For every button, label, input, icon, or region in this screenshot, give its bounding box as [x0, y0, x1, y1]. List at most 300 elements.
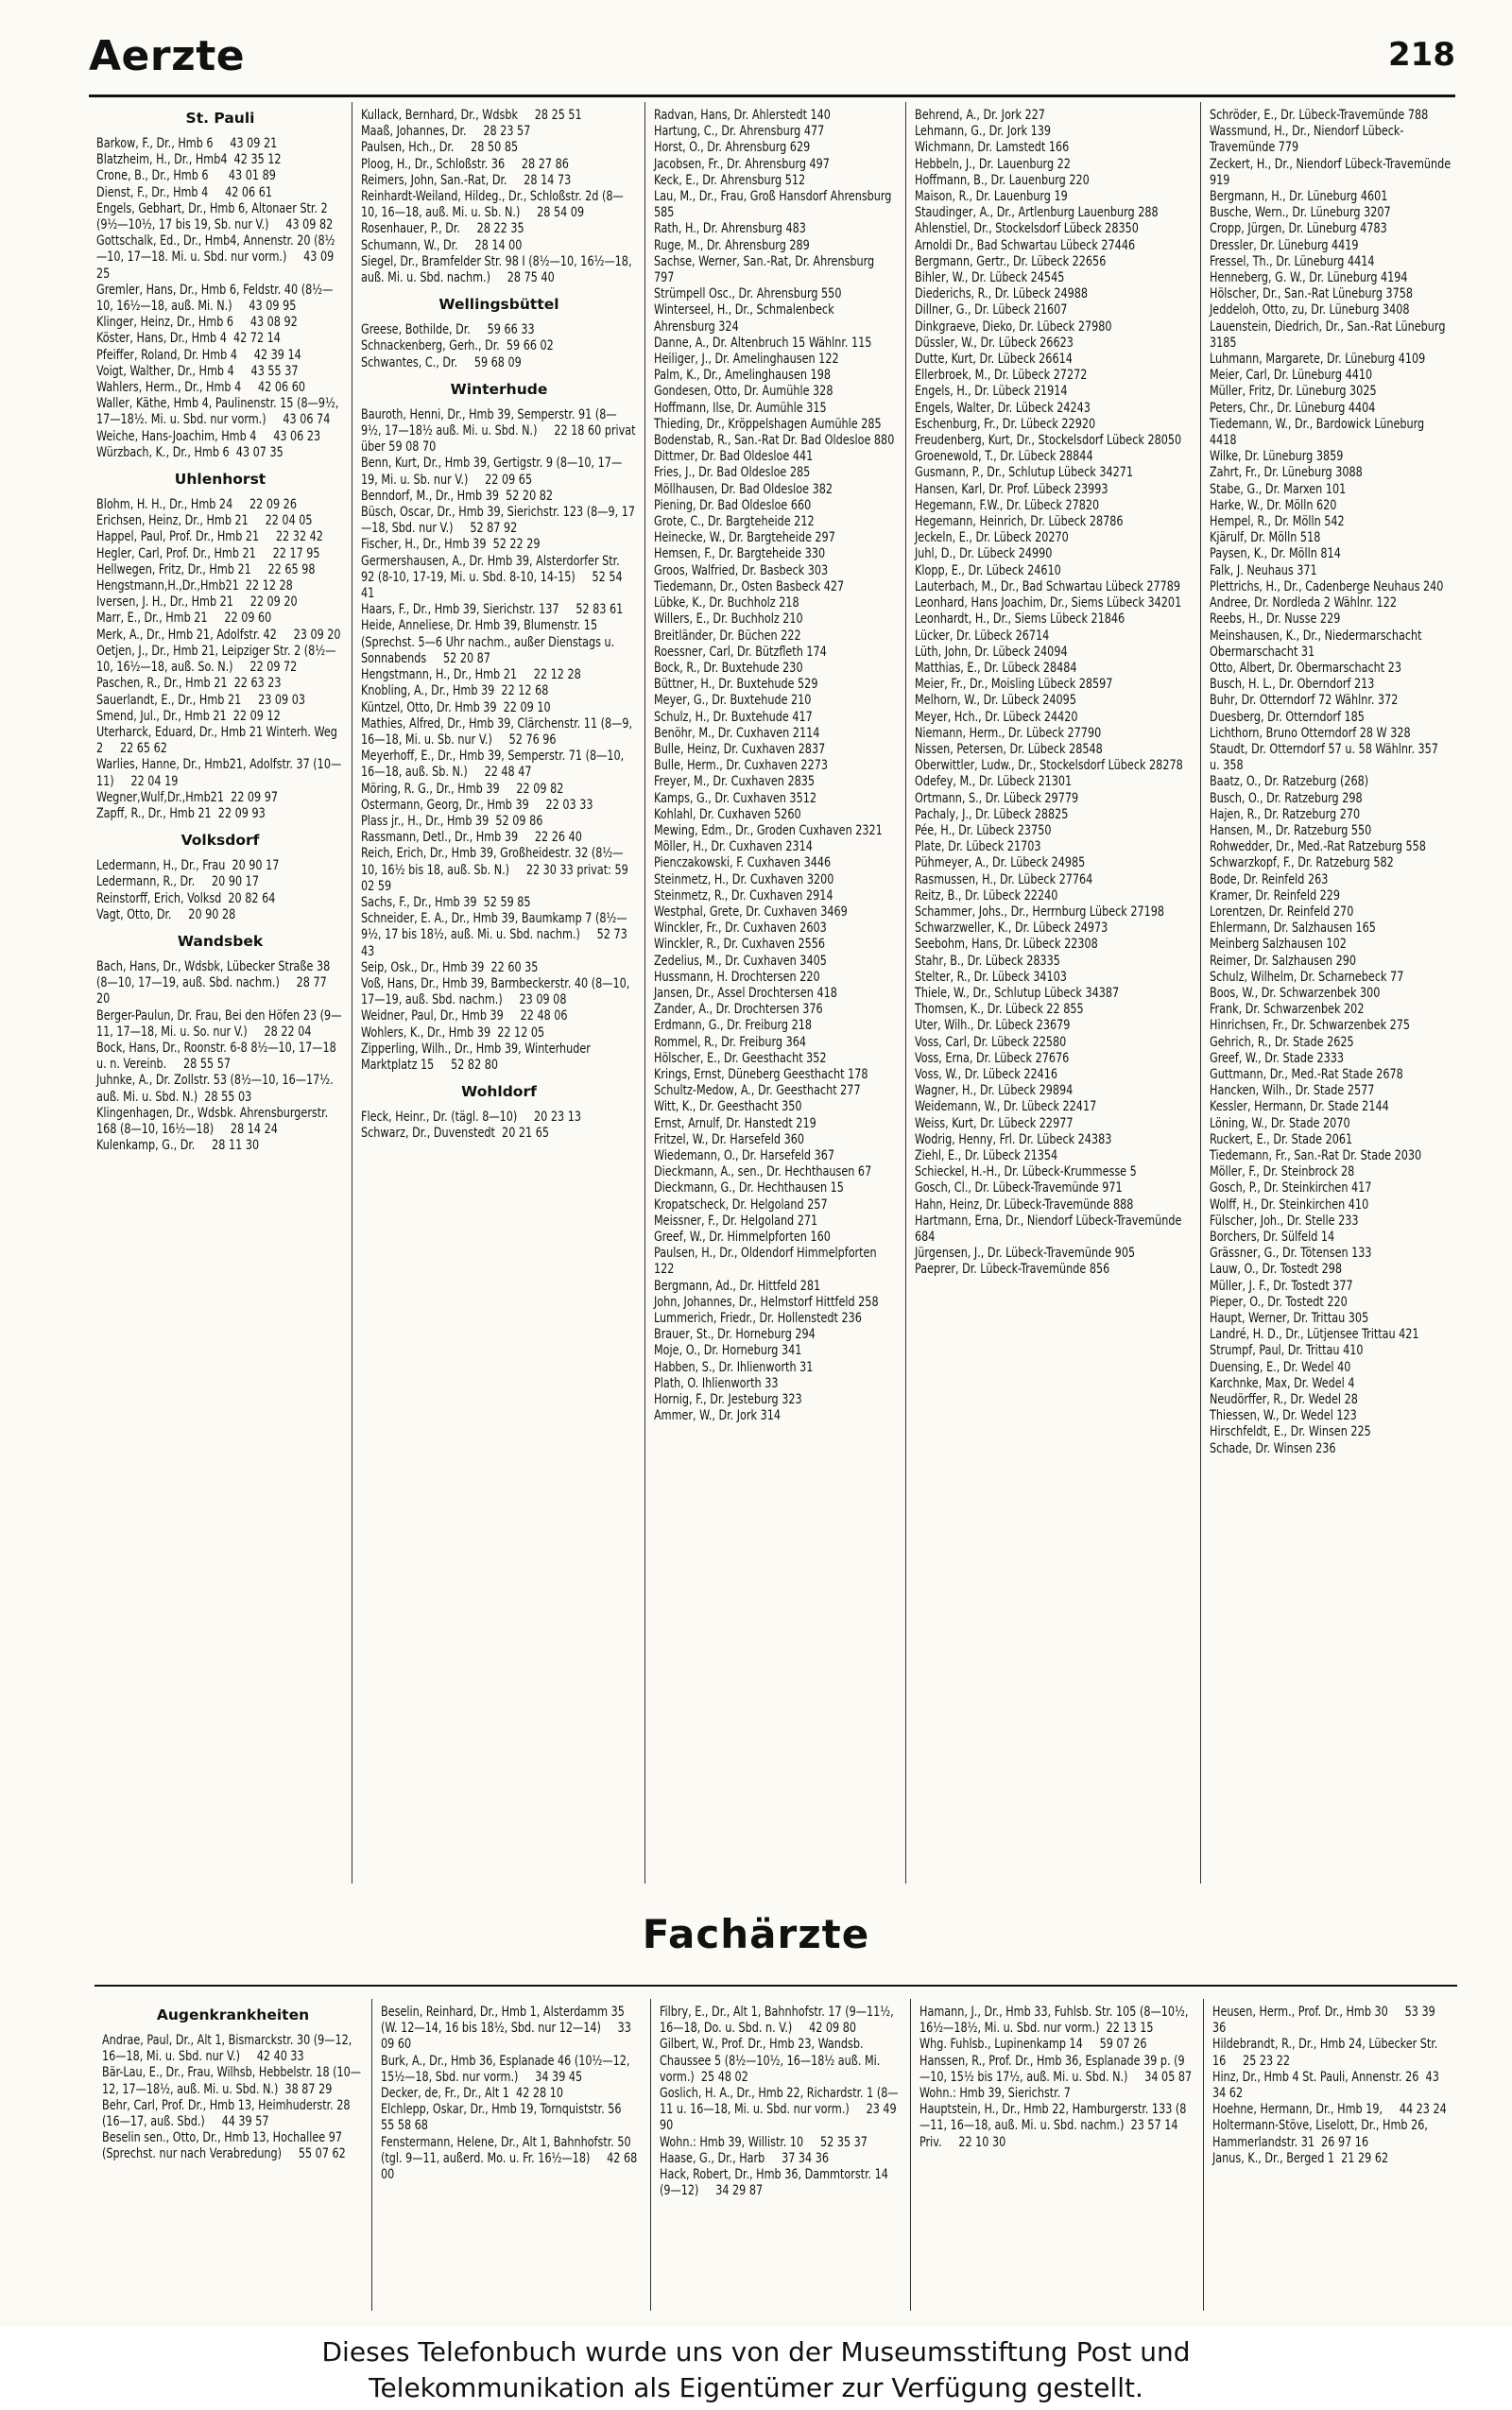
directory-entry: Duesberg, Dr. Otterndorf 185 — [1210, 709, 1365, 725]
directory-entry: Hirschfeldt, E., Dr. Winsen 225 — [1210, 1424, 1371, 1440]
directory-entry: Rassmann, Detl., Dr., Hmb 39 22 26 40 — [361, 830, 582, 846]
directory-entry: Schnackenberg, Gerh., Dr. 59 66 02 — [361, 338, 554, 354]
directory-entry: Oetjen, J., Dr., Hmb 21, Leipziger Str. 2 (8½—10, 16½—18, auß. So. N.) 22 09 72 — [96, 643, 336, 676]
directory-entry: Henneberg, G. W., Dr. Lüneburg 4194 — [1210, 270, 1408, 286]
directory-entry: Jacobsen, Fr., Dr. Ahrensburg 497 — [654, 156, 830, 172]
directory-entry: Dillner, G., Dr. Lübeck 21607 — [915, 302, 1068, 318]
directory-entry: Dinkgraeve, Dieko, Dr. Lübeck 27980 — [915, 318, 1112, 335]
directory-entry: Bergmann, Gertr., Dr. Lübeck 22656 — [915, 253, 1107, 269]
directory-entry: Guttmann, Dr., Med.-Rat Stade 2678 — [1210, 1066, 1403, 1082]
directory-entry: Weidemann, W., Dr. Lübeck 22417 — [915, 1099, 1097, 1115]
directory-entry: Marr, E., Dr., Hmb 21 22 09 60 — [96, 611, 272, 627]
directory-entry: Reitz, B., Dr. Lübeck 22240 — [915, 887, 1058, 904]
directory-entry: Heide, Anneliese, Dr. Hmb 39, Blumenstr. 15 (Sprechst. 5—6 Uhr nachm., außer Dienstags u. Sonnabends 52 20 87 — [361, 618, 618, 666]
directory-entry: Fries, J., Dr. Bad Oldesloe 285 — [654, 465, 811, 481]
directory-entry: Schade, Dr. Winsen 236 — [1210, 1440, 1336, 1456]
directory-entry: Haars, F., Dr., Hmb 39, Sierichstr. 137 52 83 61 — [361, 602, 624, 618]
directory-entry: Blohm, H. H., Dr., Hmb 24 22 09 26 — [96, 497, 297, 513]
directory-entry: Hinrichsen, Fr., Dr. Schwarzenbek 275 — [1210, 1018, 1411, 1034]
fachaerzte-rule — [94, 1985, 1457, 1987]
directory-entry: Reich, Erich, Dr., Hmb 39, Großheidestr. 32 (8½—10, 16½ bis 18, auß. Sb. N.) 22 30 33 privat: 59 02 59 — [361, 846, 632, 894]
directory-entry: Nissen, Petersen, Dr. Lübeck 28548 — [915, 741, 1103, 757]
directory-entry: John, Johannes, Dr., Helmstorf Hittfeld 258 — [654, 1294, 879, 1310]
directory-entry: Mathies, Alfred, Dr., Hmb 39, Clärchenstr. 11 (8—9, 16—18, Mi. u. Sb. nur V.) 52 76 96 — [361, 715, 636, 748]
directory-entry: Schwarzkopf, F., Dr. Ratzeburg 582 — [1210, 855, 1394, 871]
directory-entry: Staudt, Dr. Otterndorf 57 u. 58 Wählnr. 357 u. 358 — [1210, 741, 1442, 774]
directory-entry: Erdmann, G., Dr. Freiburg 218 — [654, 1018, 812, 1034]
directory-entry: Haupt, Werner, Dr. Trittau 305 — [1210, 1311, 1369, 1327]
directory-entry: Möller, H., Dr. Cuxhaven 2314 — [654, 839, 813, 855]
directory-entry: Ehlermann, Dr. Salzhausen 165 — [1210, 921, 1376, 937]
directory-entry: Schulz, Wilhelm, Dr. Scharnebeck 77 — [1210, 969, 1404, 985]
directory-entry: Möring, R. G., Dr., Hmb 39 22 09 82 — [361, 781, 564, 797]
directory-entry: Warlies, Hanne, Dr., Hmb21, Adolfstr. 37 (10—11) 22 04 19 — [96, 757, 342, 789]
directory-entry: Meyer, Hch., Dr. Lübeck 24420 — [915, 709, 1078, 725]
directory-entry: Kohlahl, Dr. Cuxhaven 5260 — [654, 806, 801, 822]
directory-entry: Dienst, F., Dr., Hmb 4 42 06 61 — [96, 184, 273, 200]
directory-entry: Duensing, E., Dr. Wedel 40 — [1210, 1359, 1351, 1375]
directory-entry: Siegel, Dr., Bramfelder Str. 98 I (8½—10, 16½—18, auß. Mi. u. Sbd. nachm.) 28 75 40 — [361, 253, 636, 286]
directory-entry: Plettrichs, H., Dr., Cadenberge Neuhaus 240 — [1210, 578, 1444, 594]
directory-entry: Knobling, A., Dr., Hmb 39 22 12 68 — [361, 683, 549, 699]
directory-entry: Decker, de, Fr., Dr., Alt 1 42 28 10 — [381, 2086, 564, 2102]
directory-entry: Jeddeloh, Otto, zu, Dr. Lüneburg 3408 — [1210, 302, 1410, 318]
directory-entry: Groenewold, T., Dr. Lübeck 28844 — [915, 449, 1093, 465]
directory-entry: Fritzel, W., Dr. Harsefeld 360 — [654, 1131, 805, 1147]
directory-entry: Seip, Osk., Dr., Hmb 39 22 60 35 — [361, 959, 539, 975]
column-4 — [907, 102, 1201, 1884]
directory-entry: Büttner, H., Dr. Buxtehude 529 — [654, 677, 818, 693]
section-heading: Uhlenhorst — [174, 471, 266, 489]
directory-entry: Paeprer, Dr. Lübeck-Travemünde 856 — [915, 1262, 1110, 1278]
directory-entry: Ahlenstiel, Dr., Stockelsdorf Lübeck 28350 — [915, 221, 1139, 237]
directory-entry: Breitländer, Dr. Büchen 222 — [654, 628, 801, 644]
directory-entry: Gosch, P., Dr. Steinkirchen 417 — [1210, 1180, 1372, 1196]
directory-entry: Rath, H., Dr. Ahrensburg 483 — [654, 221, 806, 237]
directory-entry: Steinmetz, H., Dr. Cuxhaven 3200 — [654, 871, 834, 887]
directory-entry: Dittmer, Dr. Bad Oldesloe 441 — [654, 449, 814, 465]
fachaerzte-listing — [94, 1999, 1460, 2311]
directory-entry: Brauer, St., Dr. Horneburg 294 — [654, 1327, 816, 1343]
directory-entry: Lücker, Dr. Lübeck 26714 — [915, 628, 1050, 644]
directory-entry: Burk, A., Dr., Hmb 36, Esplanade 46 (10½—12, 15½—18, Sbd. nur vorm.) 34 39 45 — [381, 2053, 634, 2085]
directory-entry: Reimers, John, San.-Rat, Dr. 28 14 73 — [361, 172, 572, 188]
directory-entry: Behr, Carl, Prof. Dr., Hmb 13, Heimhuderstr. 28 (16—17, auß. Sbd.) 44 39 57 — [102, 2097, 354, 2130]
section-heading: Wellingsbüttel — [438, 296, 559, 314]
directory-entry: Elchlepp, Oskar, Dr., Hmb 19, Tornquiststr. 56 55 58 68 — [381, 2102, 639, 2134]
directory-entry: Busche, Wern., Dr. Lüneburg 3207 — [1210, 205, 1391, 221]
directory-entry: Staudinger, A., Dr., Artlenburg Lauenburg 288 — [915, 205, 1159, 221]
aerzte-listing — [89, 102, 1459, 1884]
directory-entry: Wegner,Wulf,Dr.,Hmb21 22 09 97 — [96, 789, 279, 805]
directory-entry: Weiche, Hans-Joachim, Hmb 4 43 06 23 — [96, 428, 321, 444]
directory-entry: Hebbeln, J., Dr. Lauenburg 22 — [915, 156, 1071, 172]
directory-entry: Gehrich, R., Dr. Stade 2625 — [1210, 1034, 1354, 1050]
directory-entry: Wolff, H., Dr. Steinkirchen 410 — [1210, 1196, 1369, 1213]
directory-entry: Pée, H., Dr. Lübeck 23750 — [915, 822, 1052, 838]
directory-entry: Ernst, Arnulf, Dr. Hanstedt 219 — [654, 1115, 816, 1131]
directory-entry: Hölscher, E., Dr. Geesthacht 352 — [654, 1050, 827, 1066]
directory-entry: Dieckmann, G., Dr. Hechthausen 15 — [654, 1180, 844, 1196]
header-rule — [89, 95, 1455, 97]
directory-entry: Gottschalk, Ed., Dr., Hmb4, Annenstr. 20 (8½—10, 17—18. Mi. u. Sbd. nur vorm.) 43 09 25 — [96, 233, 337, 282]
directory-entry: Voigt, Walther, Dr., Hmb 4 43 55 37 — [96, 363, 299, 379]
directory-entry: Pfeiffer, Roland, Dr. Hmb 4 42 39 14 — [96, 347, 301, 363]
directory-entry: Voss, Carl, Dr. Lübeck 22580 — [915, 1034, 1067, 1050]
directory-entry: Luhmann, Margarete, Dr. Lüneburg 4109 — [1210, 352, 1426, 368]
directory-entry: Voss, W., Dr. Lübeck 22416 — [915, 1066, 1058, 1082]
directory-entry: Sachs, F., Dr., Hmb 39 52 59 85 — [361, 894, 531, 910]
directory-entry: Hamann, J., Dr., Hmb 33, Fuhlsb. Str. 105 (8—10½, 16½—18½, Mi. u. Sbd. nur vorm.) 22 13 15 — [919, 2005, 1193, 2037]
directory-entry: Fischer, H., Dr., Hmb 39 52 22 29 — [361, 537, 541, 553]
directory-entry: Groos, Walfried, Dr. Basbeck 303 — [654, 562, 829, 578]
directory-entry: Mewing, Edm., Dr., Groden Cuxhaven 2321 — [654, 822, 883, 838]
directory-entry: Wassmund, H., Dr., Niendorf Lübeck-Travemünde 779 — [1210, 124, 1404, 156]
directory-entry: Harke, W., Dr. Mölln 620 — [1210, 497, 1337, 513]
directory-entry: Horst, O., Dr. Ahrensburg 629 — [654, 140, 811, 156]
directory-entry: Ziehl, E., Dr. Lübeck 21354 — [915, 1148, 1058, 1163]
directory-entry: Lübke, K., Dr. Buchholz 218 — [654, 595, 799, 611]
directory-entry: Holtermann-Stöve, Liselott, Dr., Hmb 26, Hammerlandstr. 31 26 97 16 — [1212, 2118, 1432, 2150]
directory-entry: Habben, S., Dr. Ihlienworth 31 — [654, 1359, 814, 1375]
directory-entry: Leonhardt, H., Dr., Siems Lübeck 21846 — [915, 611, 1125, 628]
directory-entry: Ammer, W., Dr. Jork 314 — [654, 1408, 781, 1424]
directory-entry: Ortmann, S., Dr. Lübeck 29779 — [915, 790, 1079, 806]
directory-entry: Freyer, M., Dr. Cuxhaven 2835 — [654, 774, 815, 790]
directory-entry: Hornig, F., Dr. Jesteburg 323 — [654, 1392, 802, 1408]
directory-entry: Zapff, R., Dr., Hmb 21 22 09 93 — [96, 805, 266, 821]
directory-entry: Voss, Erna, Dr. Lübeck 27676 — [915, 1050, 1070, 1066]
directory-entry: Schneider, E. A., Dr., Hmb 39, Baumkamp 7 (8½—9½, 17 bis 18½, auß. Mi. u. Sbd. nachm.) 52 73 43 — [361, 911, 631, 959]
directory-entry: Hengstmann,H.,Dr.,Hmb21 22 12 28 — [96, 578, 293, 594]
directory-entry: Beselin, Reinhard, Dr., Hmb 1, Alsterdamm 35 (W. 12—14, 16 bis 18½, Sbd. nur 12—14) 33 09 60 — [381, 2005, 635, 2053]
directory-entry: Hildebrandt, R., Dr., Hmb 24, Lübecker Str. 16 25 23 22 — [1212, 2037, 1441, 2069]
directory-entry: Hoffmann, B., Dr. Lauenburg 220 — [915, 172, 1090, 188]
directory-entry: Wahlers, Herm., Dr., Hmb 4 42 06 60 — [96, 380, 305, 396]
directory-entry: Westphal, Grete, Dr. Cuxhaven 3469 — [654, 904, 848, 920]
directory-entry: Schulz, H., Dr. Buxtehude 417 — [654, 709, 813, 725]
directory-entry: Bode, Dr. Reinfeld 263 — [1210, 871, 1329, 887]
directory-entry: Crone, B., Dr., Hmb 6 43 01 89 — [96, 168, 276, 184]
directory-entry: Andrae, Paul, Dr., Alt 1, Bismarckstr. 30 (9—12, 16—18, Mi. u. Sbd. nur V.) 42 40 33 — [102, 2033, 355, 2065]
directory-entry: Plath, O. Ihlienworth 33 — [654, 1375, 779, 1391]
directory-entry: Blatzheim, H., Dr., Hmb4 42 35 12 — [96, 152, 282, 168]
directory-entry: Berger-Paulun, Dr. Frau, Bei den Höfen 23 (9—11, 17—18, Mi. u. So. nur V.) 28 22 04 — [96, 1007, 342, 1040]
directory-entry: Thieding, Dr., Kröppelshagen Aumühle 285 — [654, 416, 882, 432]
directory-entry: Ruge, M., Dr. Ahrensburg 289 — [654, 237, 810, 253]
directory-entry: Maison, R., Dr. Lauenburg 19 — [915, 189, 1068, 205]
directory-entry: Tiedemann, Fr., San.-Rat Dr. Stade 2030 — [1210, 1148, 1422, 1163]
directory-entry: Gremler, Hans, Dr., Hmb 6, Feldstr. 40 (8½—10, 16½—18, auß. Mi. N.) 43 09 95 — [96, 282, 334, 315]
directory-entry: Kramer, Dr. Reinfeld 229 — [1210, 887, 1341, 904]
section-heading: Augenkrankheiten — [156, 2006, 310, 2023]
directory-entry: Smend, Jul., Dr., Hmb 21 22 09 12 — [96, 708, 281, 724]
directory-entry: Boos, W., Dr. Schwarzenbek 300 — [1210, 985, 1381, 1001]
directory-entry: Meinshausen, K., Dr., Niedermarschacht Obermarschacht 31 — [1210, 628, 1426, 660]
directory-entry: Hemsen, F., Dr. Bargteheide 330 — [654, 546, 826, 562]
directory-entry: Jürgensen, J., Dr. Lübeck-Travemünde 905 — [915, 1246, 1136, 1262]
directory-entry: Arnoldi Dr., Bad Schwartau Lübeck 27446 — [915, 237, 1136, 253]
directory-entry: Schieckel, H.-H., Dr. Lübeck-Krummesse 5 — [915, 1164, 1137, 1180]
directory-entry: Plate, Dr. Lübeck 21703 — [915, 839, 1041, 855]
directory-entry: Hempel, R., Dr. Mölln 542 — [1210, 514, 1345, 530]
directory-entry: Thiessen, W., Dr. Wedel 123 — [1210, 1408, 1357, 1424]
directory-entry: Frank, Dr. Schwarzenbek 202 — [1210, 1002, 1365, 1018]
directory-entry: Moje, O., Dr. Horneburg 341 — [654, 1343, 802, 1359]
directory-entry: Busch, O., Dr. Ratzeburg 298 — [1210, 790, 1363, 806]
directory-entry: Schwarzweller, K., Dr. Lübeck 24973 — [915, 921, 1108, 937]
directory-entry: Rohwedder, Dr., Med.-Rat Ratzeburg 558 — [1210, 839, 1426, 855]
directory-entry: Köster, Hans, Dr., Hmb 4 42 72 14 — [96, 331, 281, 347]
directory-entry: Greef, W., Dr. Himmelpforten 160 — [654, 1230, 831, 1246]
directory-entry: Müller, Fritz, Dr. Lüneburg 3025 — [1210, 384, 1377, 400]
directory-entry: Klopp, E., Dr. Lübeck 24610 — [915, 562, 1061, 578]
directory-entry: Hinz, Dr., Hmb 4 St. Pauli, Annenstr. 26 43 34 62 — [1212, 2069, 1443, 2102]
directory-entry: Müller, J. F., Dr. Tostedt 377 — [1210, 1278, 1353, 1294]
directory-entry: Matthias, E., Dr. Lübeck 28484 — [915, 660, 1077, 676]
directory-entry: Kropatscheck, Dr. Helgoland 257 — [654, 1196, 828, 1213]
directory-entry: Bulle, Heinz, Dr. Cuxhaven 2837 — [654, 741, 826, 757]
directory-entry: Hahn, Heinz, Dr. Lübeck-Travemünde 888 — [915, 1196, 1134, 1213]
directory-entry: Uter, Wilh., Dr. Lübeck 23679 — [915, 1018, 1071, 1034]
directory-entry: Borchers, Dr. Sülfeld 14 — [1210, 1230, 1335, 1246]
directory-entry: Rommel, R., Dr. Freiburg 364 — [654, 1034, 806, 1050]
directory-entry: Karchnke, Max, Dr. Wedel 4 — [1210, 1375, 1355, 1391]
directory-entry: Grote, C., Dr. Bargteheide 212 — [654, 514, 815, 530]
directory-entry: Bock, Hans, Dr., Roonstr. 6-8 8½—10, 17—18 u. n. Vereinb. 28 55 57 — [96, 1040, 340, 1073]
column-3 — [646, 102, 906, 1884]
section-heading: Winterhude — [450, 380, 548, 398]
directory-entry: Düssler, W., Dr. Lübeck 26623 — [915, 335, 1074, 351]
directory-entry: Ellerbroek, M., Dr. Lübeck 27272 — [915, 368, 1088, 384]
directory-entry: Paysen, K., Dr. Mölln 814 — [1210, 546, 1341, 562]
directory-entry: Waller, Käthe, Hmb 4, Paulinenstr. 15 (8—9½, 17—18½. Mi. u. Sbd. nur vorm.) 43 06 74 — [96, 396, 343, 428]
directory-entry: Winterseel, H., Dr., Schmalenbeck Ahrensburg 324 — [654, 302, 838, 335]
directory-entry: Hegemann, F.W., Dr. Lübeck 27820 — [915, 497, 1100, 513]
directory-entry: Thomsen, K., Dr. Lübeck 22 855 — [915, 1002, 1084, 1018]
directory-entry: Radvan, Hans, Dr. Ahlerstedt 140 — [654, 108, 831, 123]
directory-entry: Schultz-Medow, A., Dr. Geesthacht 277 — [654, 1083, 861, 1099]
directory-entry: Fenstermann, Helene, Dr., Alt 1, Bahnhofstr. 50 (tgl. 9—11, außerd. Mo. u. Fr. 16½—18) 42 68 00 — [381, 2134, 641, 2183]
directory-entry: Wohn.: Hmb 39, Willistr. 10 52 35 37 — [660, 2134, 868, 2150]
directory-entry: Meier, Fr., Dr., Moisling Lübeck 28597 — [915, 677, 1113, 693]
directory-entry: Sachse, Werner, San.-Rat, Dr. Ahrensburg 797 — [654, 253, 878, 286]
directory-entry: Hellwegen, Fritz, Dr., Hmb 21 22 65 98 — [96, 561, 316, 577]
directory-entry: Strümpell Osc., Dr. Ahrensburg 550 — [654, 286, 842, 302]
directory-entry: Ledermann, R., Dr. 20 90 17 — [96, 874, 259, 890]
directory-entry: Hegler, Carl, Prof. Dr., Hmb 21 22 17 95 — [96, 545, 320, 561]
directory-entry: Landré, H. D., Dr., Lütjensee Trittau 421 — [1210, 1327, 1419, 1343]
directory-entry: Grässner, G., Dr. Tötensen 133 — [1210, 1246, 1372, 1262]
directory-entry: Löning, W., Dr. Stade 2070 — [1210, 1115, 1350, 1131]
directory-entry: Schwarz, Dr., Duvenstedt 20 21 65 — [361, 1126, 550, 1142]
directory-entry: Hölscher, Dr., San.-Rat Lüneburg 3758 — [1210, 286, 1414, 302]
directory-entry: Krings, Ernst, Düneberg Geesthacht 178 — [654, 1066, 868, 1082]
directory-entry: Büsch, Oscar, Dr., Hmb 39, Sierichstr. 123 (8—9, 17—18, Sbd. nur V.) 52 87 92 — [361, 505, 635, 537]
directory-entry: Filbry, E., Dr., Alt 1, Bahnhofstr. 17 (9—11½, 16—18, Do. u. Sbd. n. V.) 42 09 80 — [660, 2005, 898, 2037]
directory-entry: Hegemann, Heinrich, Dr. Lübeck 28786 — [915, 514, 1124, 530]
directory-entry: Kullack, Bernhard, Dr., Wdsbk 28 25 51 — [361, 108, 582, 123]
directory-entry: Bulle, Herm., Dr. Cuxhaven 2273 — [654, 758, 828, 774]
directory-entry: Lauenstein, Diedrich, Dr., San.-Rat Lüneburg 3185 — [1210, 318, 1450, 351]
directory-entry: Buhr, Dr. Otterndorf 72 Wählnr. 372 — [1210, 693, 1399, 709]
directory-entry: Rosenhauer, P., Dr. 28 22 35 — [361, 221, 524, 237]
directory-entry: Hoffmann, Ilse, Dr. Aumühle 315 — [654, 400, 827, 416]
directory-entry: Lichthorn, Bruno Otterndorf 28 W 328 — [1210, 725, 1411, 741]
directory-entry: Freudenberg, Kurt, Dr., Stockelsdorf Lübeck 28050 — [915, 433, 1182, 449]
directory-entry: Lau, M., Dr., Frau, Groß Hansdorf Ahrensburg 585 — [654, 189, 895, 221]
directory-entry: Meinberg Salzhausen 102 — [1210, 937, 1347, 953]
directory-entry: Fülscher, Joh., Dr. Stelle 233 — [1210, 1213, 1359, 1229]
directory-entry: Klinger, Heinz, Dr., Hmb 6 43 08 92 — [96, 315, 298, 331]
directory-entry: Hancken, Wilh., Dr. Stade 2577 — [1210, 1083, 1375, 1099]
directory-entry: Ploog, H., Dr., Schloßstr. 36 28 27 86 — [361, 156, 569, 172]
directory-entry: Hack, Robert, Dr., Hmb 36, Dammtorstr. 14 (9—12) 34 29 87 — [660, 2167, 892, 2199]
directory-entry: Behrend, A., Dr. Jork 227 — [915, 108, 1045, 123]
directory-entry: Plass jr., H., Dr., Hmb 39 52 09 86 — [361, 813, 543, 829]
directory-entry: Beselin sen., Otto, Dr., Hmb 13, Hochallee 97 (Sprechst. nur nach Verabredung) 55 07 62 — [102, 2130, 346, 2162]
directory-entry: Fressel, Th., Dr. Lüneburg 4414 — [1210, 253, 1375, 269]
directory-entry: Hengstmann, H., Dr., Hmb 21 22 12 28 — [361, 667, 581, 683]
directory-entry: Vagt, Otto, Dr. 20 90 28 — [96, 906, 236, 922]
directory-entry: Weiss, Kurt, Dr. Lübeck 22977 — [915, 1115, 1074, 1131]
directory-entry: Schwantes, C., Dr. 59 68 09 — [361, 354, 522, 370]
directory-entry: Bihler, W., Dr. Lübeck 24545 — [915, 270, 1065, 286]
directory-entry: Pühmeyer, A., Dr. Lübeck 24985 — [915, 855, 1086, 871]
directory-entry: Reebs, H., Dr. Nusse 229 — [1210, 611, 1341, 628]
directory-entry: Gondesen, Otto, Dr. Aumühle 328 — [654, 384, 833, 400]
directory-entry: Wilke, Dr. Lüneburg 3859 — [1210, 449, 1344, 465]
directory-entry: Stelter, R., Dr. Lübeck 34103 — [915, 969, 1067, 985]
directory-entry: Ostermann, Georg, Dr., Hmb 39 22 03 33 — [361, 797, 593, 813]
directory-entry: Bär-Lau, E., Dr., Frau, Wilhsb, Hebbelstr. 18 (10—12, 17—18½, auß. Mi. u. Sbd. N.) 38 87 29 — [102, 2065, 362, 2097]
directory-entry: Bergmann, H., Dr. Lüneburg 4601 — [1210, 189, 1388, 205]
directory-entry: Jansen, Dr., Assel Drochtersen 418 — [654, 985, 837, 1001]
page-number: 218 — [1388, 36, 1455, 74]
fachaerzte-heading: Fachärzte — [642, 1911, 870, 1957]
directory-entry: Haase, G., Dr., Harb 37 34 36 — [660, 2150, 830, 2166]
directory-entry: Lehmann, G., Dr. Jork 139 — [915, 124, 1052, 140]
directory-entry: Schammer, Johs., Dr., Herrnburg Lübeck 27198 — [915, 904, 1165, 920]
directory-entry: Niemann, Herm., Dr. Lübeck 27790 — [915, 725, 1102, 741]
directory-entry: Engels, H., Dr. Lübeck 21914 — [915, 384, 1068, 400]
directory-entry: Heiliger, J., Dr. Amelinghausen 122 — [654, 352, 839, 368]
directory-entry: Diederichs, R., Dr. Lübeck 24988 — [915, 286, 1089, 302]
directory-entry: Bock, R., Dr. Buxtehude 230 — [654, 660, 803, 676]
directory-entry: Hansen, Karl, Dr. Prof. Lübeck 23993 — [915, 481, 1108, 497]
directory-entry: Uterharck, Eduard, Dr., Hmb 21 Winterh. Weg 2 22 65 62 — [96, 724, 341, 757]
directory-entry: Lorentzen, Dr. Reinfeld 270 — [1210, 904, 1354, 920]
directory-entry: Rasmussen, H., Dr. Lübeck 27764 — [915, 871, 1093, 887]
directory-entry: Benndorf, M., Dr., Hmb 39 52 20 82 — [361, 488, 554, 504]
directory-entry: Möller, F., Dr. Steinbrock 28 — [1210, 1164, 1355, 1180]
directory-entry: Melhorn, W., Dr. Lübeck 24095 — [915, 693, 1076, 709]
directory-entry: Juhl, D., Dr. Lübeck 24990 — [915, 546, 1053, 562]
directory-entry: Ledermann, H., Dr., Frau 20 90 17 — [96, 858, 280, 874]
directory-entry: Oberwittler, Ludw., Dr., Stockelsdorf Lübeck 28278 — [915, 758, 1183, 774]
directory-entry: Whg. Fuhlsb., Lupinenkamp 14 59 07 26 — [919, 2037, 1147, 2053]
directory-entry: Keck, E., Dr. Ahrensburg 512 — [654, 172, 806, 188]
directory-entry: Voß, Hans, Dr., Hmb 39, Barmbeckerstr. 40 (8—10, 17—19, auß. Sbd. nachm.) 23 09 08 — [361, 975, 633, 1008]
directory-entry: Schumann, W., Dr. 28 14 00 — [361, 237, 523, 253]
directory-entry: Ruckert, E., Dr. Stade 2061 — [1210, 1131, 1353, 1147]
directory-entry: Dutte, Kurt, Dr. Lübeck 26614 — [915, 352, 1073, 368]
directory-entry: Wagner, H., Dr. Lübeck 29894 — [915, 1083, 1074, 1099]
directory-entry: Eschenburg, Fr., Dr. Lübeck 22920 — [915, 416, 1096, 432]
directory-entry: Paulsen, H., Dr., Oldendorf Himmelpforten 122 — [654, 1246, 881, 1278]
directory-entry: Meissner, F., Dr. Helgoland 271 — [654, 1213, 818, 1229]
directory-entry: Meier, Carl, Dr. Lüneburg 4410 — [1210, 368, 1373, 384]
column-1 — [89, 102, 352, 1884]
directory-entry: Piening, Dr. Bad Oldesloe 660 — [654, 497, 812, 513]
directory-entry: Kamps, G., Dr. Cuxhaven 3512 — [654, 790, 816, 806]
directory-entry: Bauroth, Henni, Dr., Hmb 39, Semperstr. 91 (8—9½, 17—18½ auß. Mi. u. Sbd. N.) 22 18 60 privat über 59 08 70 — [361, 406, 640, 456]
directory-entry: Jeckeln, E., Dr. Lübeck 20270 — [915, 530, 1069, 546]
directory-entry: Hoehne, Hermann, Dr., Hmb 19, 44 23 24 — [1212, 2102, 1447, 2118]
directory-entry: Stabe, G., Dr. Marxen 101 — [1210, 481, 1347, 497]
footer-line-2: Telekommunikation als Eigentümer zur Verfügung gestellt. — [369, 2372, 1143, 2403]
directory-entry: Greese, Bothilde, Dr. 59 66 33 — [361, 322, 535, 338]
directory-entry: Hartung, C., Dr. Ahrensburg 477 — [654, 124, 825, 140]
directory-entry: Benöhr, M., Dr. Cuxhaven 2114 — [654, 725, 820, 741]
directory-entry: Strumpf, Paul, Dr. Trittau 410 — [1210, 1343, 1364, 1359]
page-title: Aerzte — [89, 32, 246, 80]
directory-entry: Pieper, O., Dr. Tostedt 220 — [1210, 1294, 1348, 1310]
directory-entry: Roessner, Carl, Dr. Bützfleth 174 — [654, 644, 827, 660]
directory-entry: Paschen, R., Dr., Hmb 21 22 63 23 — [96, 676, 282, 692]
directory-entry: Hansen, M., Dr. Ratzeburg 550 — [1210, 822, 1372, 838]
directory-entry: Meyerhoff, E., Dr., Hmb 39, Semperstr. 71 (8—10, 16—18, auß. Sb. N.) 22 48 47 — [361, 749, 627, 781]
directory-entry: Cropp, Jürgen, Dr. Lüneburg 4783 — [1210, 221, 1387, 237]
directory-entry: Falk, J. Neuhaus 371 — [1210, 562, 1317, 578]
section-heading: St. Pauli — [185, 110, 255, 127]
directory-entry: Juhnke, A., Dr. Zollstr. 53 (8½—10, 16—17½. auß. Mi. u. Sbd. N.) 28 55 03 — [96, 1073, 337, 1105]
directory-entry: Gosch, Cl., Dr. Lübeck-Travemünde 971 — [915, 1180, 1123, 1196]
directory-entry: Baatz, O., Dr. Ratzeburg (268) — [1210, 774, 1369, 790]
directory-entry: Engels, Walter, Dr. Lübeck 24243 — [915, 400, 1091, 416]
footer-line-1: Dieses Telefonbuch wurde uns von der Museumsstiftung Post und — [321, 2336, 1191, 2367]
directory-entry: Paulsen, Hch., Dr. 28 50 85 — [361, 140, 519, 156]
directory-entry: Peters, Chr., Dr. Lüneburg 4404 — [1210, 400, 1376, 416]
section-heading: Wohldorf — [461, 1083, 537, 1101]
directory-entry: Schröder, E., Dr. Lübeck-Travemünde 788 — [1210, 108, 1429, 123]
directory-entry: Meyer, G., Dr. Buxtehude 210 — [654, 693, 812, 709]
directory-entry: Wohlers, K., Dr., Hmb 39 22 12 05 — [361, 1024, 545, 1041]
directory-entry: Lauw, O., Dr. Tostedt 298 — [1210, 1262, 1343, 1278]
directory-entry: Priv. 22 10 30 — [919, 2134, 1006, 2150]
directory-entry: Gusmann, P., Dr., Schlutup Lübeck 34271 — [915, 465, 1134, 481]
column-5 — [1205, 1999, 1460, 2311]
directory-entry: Möllhausen, Dr. Bad Oldesloe 382 — [654, 481, 833, 497]
directory-entry: Engels, Gebhart, Dr., Hmb 6, Altonaer Str. 2 (9½—10½, 17 bis 19, Sb. nur V.) 43 09 82 — [96, 200, 334, 233]
directory-entry: Fleck, Heinr., Dr. (tägl. 8—10) 20 23 13 — [361, 1110, 581, 1126]
directory-entry: Bergmann, Ad., Dr. Hittfeld 281 — [654, 1278, 821, 1294]
directory-entry: Klingenhagen, Dr., Wdsbk. Ahrensburgerstr. 168 (8—10, 16½—18) 28 14 24 — [96, 1105, 332, 1137]
directory-entry: Lüth, John, Dr. Lübeck 24094 — [915, 644, 1068, 660]
directory-entry: Maaß, Johannes, Dr. 28 23 57 — [361, 124, 531, 140]
directory-entry: Pachaly, J., Dr. Lübeck 28825 — [915, 806, 1069, 822]
directory-entry: Winckler, Fr., Dr. Cuxhaven 2603 — [654, 921, 827, 937]
directory-entry: Seebohm, Hans, Dr. Lübeck 22308 — [915, 937, 1098, 953]
directory-entry: Tiedemann, W., Dr., Bardowick Lüneburg 4418 — [1210, 416, 1428, 449]
directory-entry: Busch, H. L., Dr. Oberndorf 213 — [1210, 677, 1375, 693]
directory-entry: Germershausen, A., Dr. Hmb 39, Alsterdorfer Str. 92 (8-10, 17-19, Mi. u. Sbd. 8-10, 14-15) 52 54 41 — [361, 553, 627, 602]
directory-entry: Weidner, Paul, Dr., Hmb 39 22 48 06 — [361, 1008, 568, 1024]
directory-entry: Küntzel, Otto, Dr. Hmb 39 22 09 10 — [361, 699, 551, 715]
directory-entry: Benn, Kurt, Dr., Hmb 39, Gertigstr. 9 (8—10, 17—19, Mi. u. Sb. nur V.) 22 09 65 — [361, 456, 623, 488]
directory-entry: Reimer, Dr. Salzhausen 290 — [1210, 953, 1356, 969]
directory-entry: Hartmann, Erna, Dr., Niendorf Lübeck-Travemünde 684 — [915, 1213, 1186, 1246]
